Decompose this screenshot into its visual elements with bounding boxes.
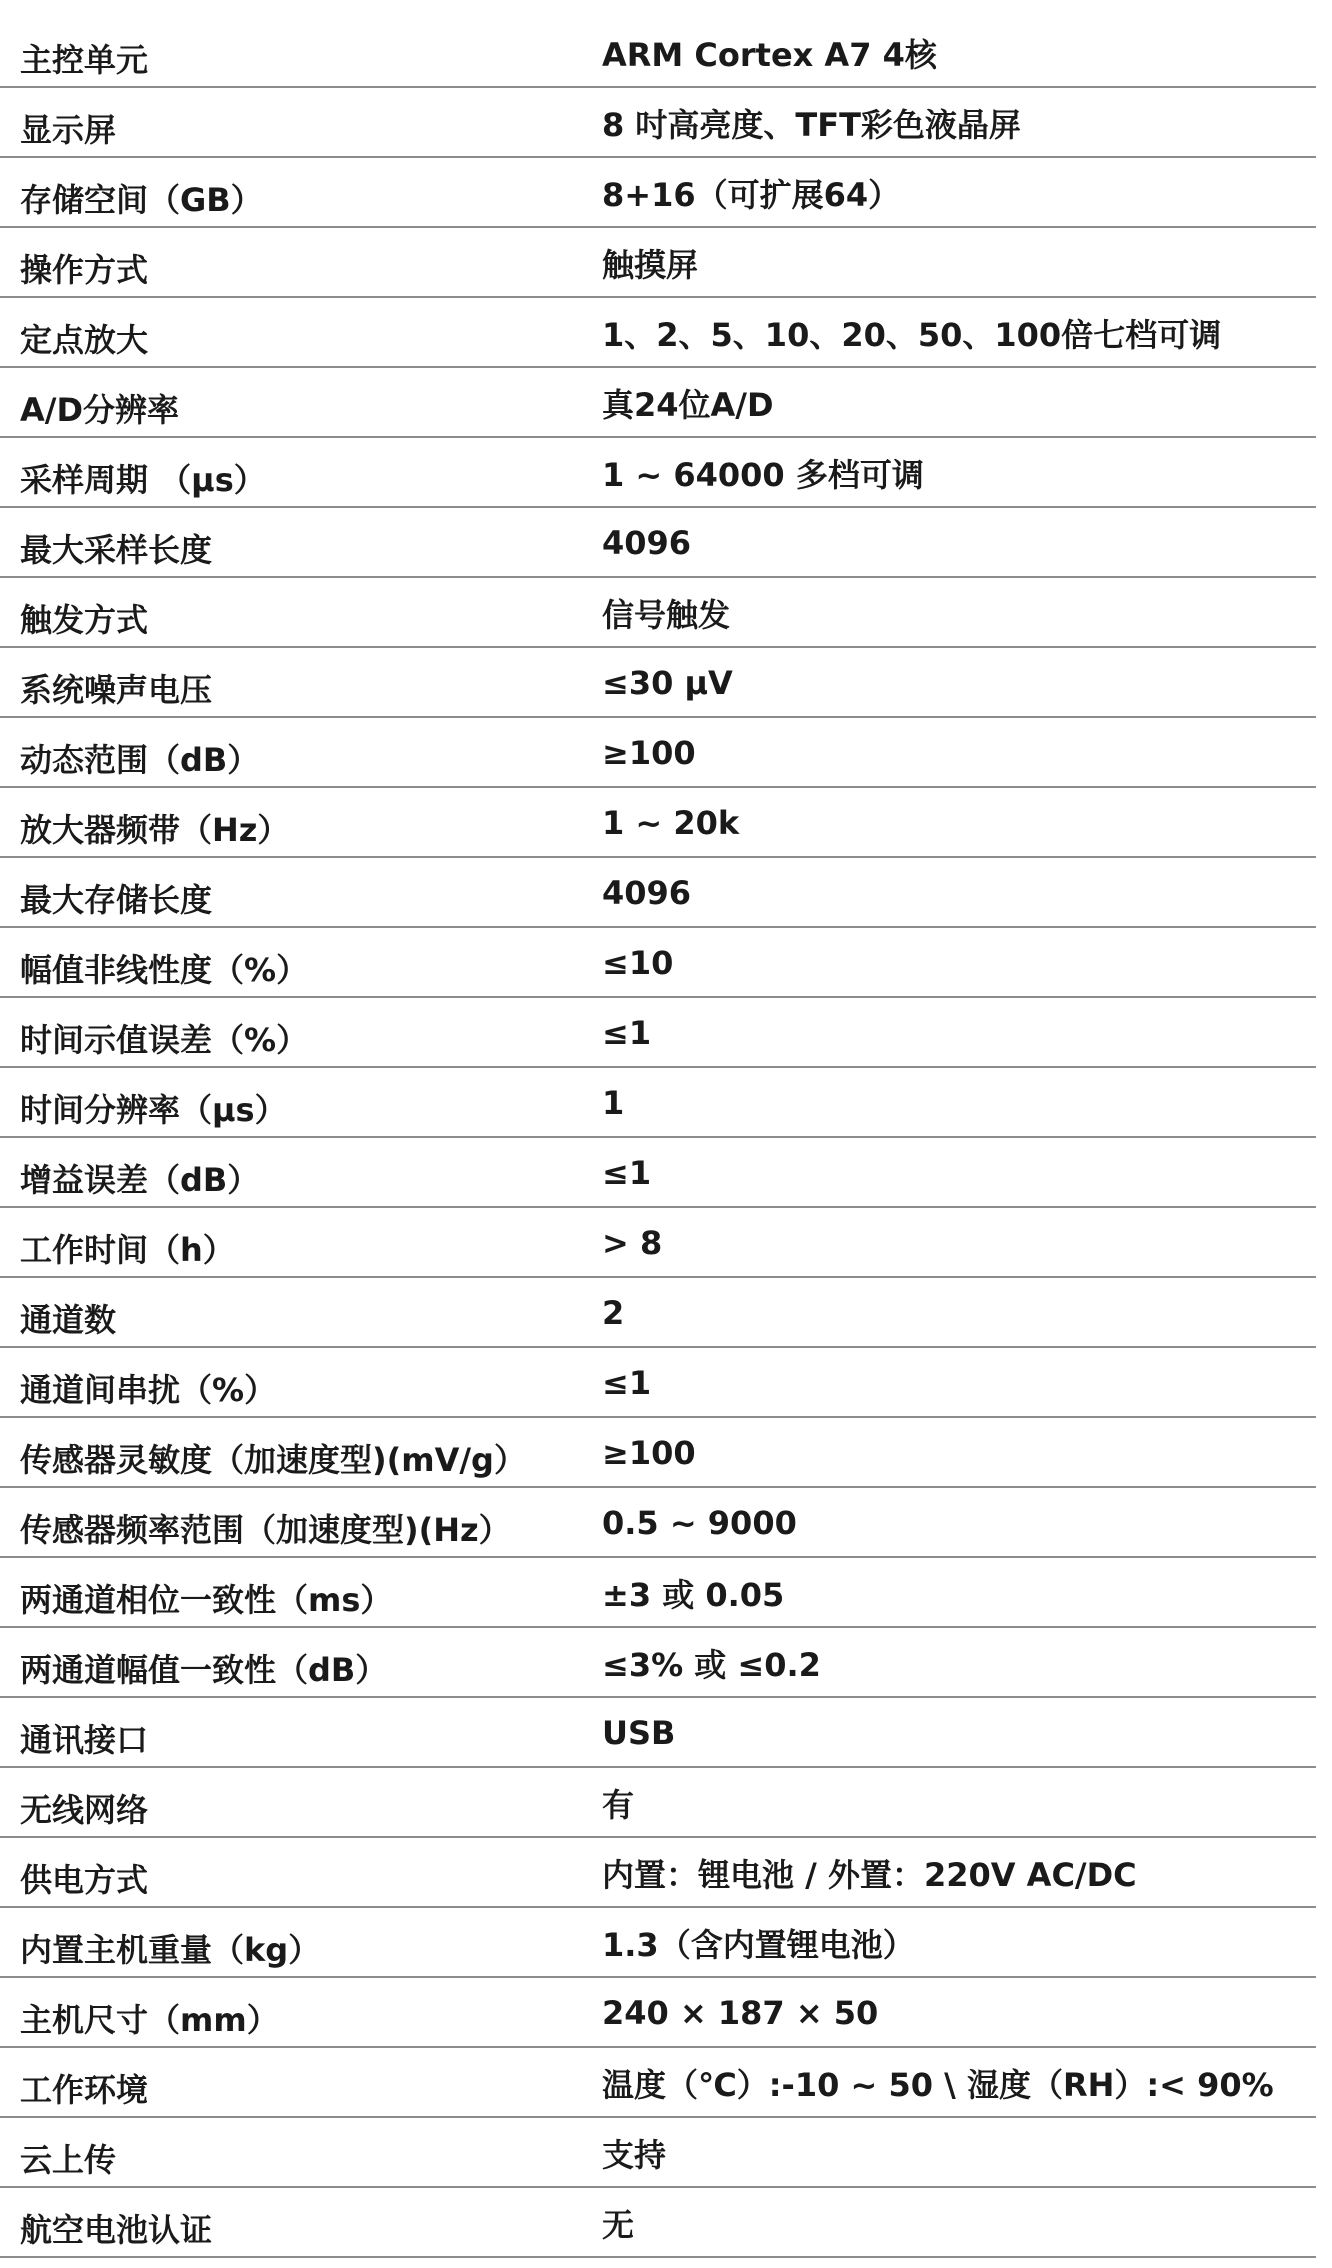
- spec-label: 供电方式: [20, 1861, 149, 1899]
- spec-value: 4096: [602, 874, 692, 912]
- spec-label: 采样周期 （μs）: [20, 461, 266, 499]
- spec-row-weight: [0, 1908, 1316, 1978]
- spec-value: USB: [602, 1714, 676, 1752]
- spec-label: 两通道幅值一致性（dB）: [20, 1651, 388, 1689]
- spec-label: 时间示值误差（%）: [20, 1021, 309, 1059]
- spec-row-display: [0, 88, 1316, 158]
- spec-label: 通道间串扰（%）: [20, 1371, 277, 1409]
- spec-value: ≤10: [602, 944, 674, 982]
- spec-value: 4096: [602, 524, 692, 562]
- spec-row-max-sample-length: [0, 508, 1316, 578]
- spec-row-max-storage-length: [0, 858, 1316, 928]
- spec-value: 8 吋高亮度、TFT彩色液晶屏: [602, 106, 1021, 144]
- spec-label: 主机尺寸（mm）: [20, 2001, 279, 2039]
- spec-value: ≥100: [602, 734, 696, 772]
- spec-value: > 8: [602, 1224, 663, 1262]
- spec-row-amp-bandwidth: [0, 788, 1316, 858]
- spec-label: 传感器灵敏度（加速度型)(mV/g）: [20, 1441, 526, 1479]
- spec-row-sensor-sensitivity: [0, 1418, 1316, 1488]
- spec-value: 8+16（可扩展64）: [602, 176, 901, 214]
- spec-label: 最大采样长度: [20, 531, 213, 569]
- spec-value: 1: [602, 1084, 625, 1122]
- spec-row-dimensions: [0, 1978, 1316, 2048]
- spec-label: 触发方式: [20, 601, 149, 639]
- spec-row-power: [0, 1838, 1316, 1908]
- spec-row-noise-voltage: [0, 648, 1316, 718]
- spec-value: 1、2、5、10、20、50、100倍七档可调: [602, 316, 1222, 354]
- spec-label: 系统噪声电压: [20, 671, 213, 709]
- spec-row-main-control: [0, 18, 1316, 88]
- spec-value: ARM Cortex A7 4核: [602, 36, 937, 74]
- spec-value: 1.3（含内置锂电池）: [602, 1926, 915, 1964]
- spec-value: ≤1: [602, 1014, 652, 1052]
- spec-value: 2: [602, 1294, 625, 1332]
- spec-value: 支持: [602, 2136, 667, 2174]
- spec-row-battery-certification: [0, 2188, 1316, 2258]
- spec-row-trigger: [0, 578, 1316, 648]
- spec-label: 通道数: [20, 1301, 117, 1339]
- spec-value: 信号触发: [602, 596, 731, 634]
- spec-label: 显示屏: [20, 111, 117, 149]
- spec-label: 通讯接口: [20, 1721, 149, 1759]
- spec-label: 传感器频率范围（加速度型)(Hz）: [20, 1511, 511, 1549]
- spec-value: 1 ~ 20k: [602, 804, 740, 842]
- spec-value: 有: [602, 1786, 635, 1824]
- spec-label: 无线网络: [20, 1791, 149, 1829]
- spec-value: ≤30 μV: [602, 664, 733, 702]
- spec-row-environment: [0, 2048, 1316, 2118]
- spec-row-phase-consistency: [0, 1558, 1316, 1628]
- spec-label: 动态范围（dB）: [20, 741, 260, 779]
- spec-row-operation: [0, 228, 1316, 298]
- spec-row-channels: [0, 1278, 1316, 1348]
- spec-row-time-resolution: [0, 1068, 1316, 1138]
- spec-value: 触摸屏: [602, 246, 699, 284]
- spec-label: 云上传: [20, 2141, 117, 2179]
- spec-label: 工作环境: [20, 2071, 149, 2109]
- spec-row-sensor-frequency: [0, 1488, 1316, 1558]
- spec-value: 1 ~ 64000 多档可调: [602, 456, 924, 494]
- spec-value: ≥100: [602, 1434, 696, 1472]
- spec-label: 两通道相位一致性（ms）: [20, 1581, 393, 1619]
- spec-row-work-time: [0, 1208, 1316, 1278]
- spec-row-wireless: [0, 1768, 1316, 1838]
- spec-row-interface: [0, 1698, 1316, 1768]
- spec-row-crosstalk: [0, 1348, 1316, 1418]
- spec-value: 240 × 187 × 50: [602, 1994, 879, 2032]
- spec-row-storage: [0, 158, 1316, 228]
- spec-value: 内置：锂电池 / 外置：220V AC/DC: [602, 1856, 1137, 1894]
- spec-value: 无: [602, 2206, 635, 2244]
- spec-label: 幅值非线性度（%）: [20, 951, 309, 989]
- spec-label: 工作时间（h）: [20, 1231, 235, 1269]
- spec-label: 放大器频带（Hz）: [20, 811, 290, 849]
- spec-value: ≤3% 或 ≤0.2: [602, 1646, 821, 1684]
- spec-label: A/D分辨率: [20, 391, 180, 429]
- spec-row-zoom: [0, 298, 1316, 368]
- spec-row-sample-period: [0, 438, 1316, 508]
- spec-row-amplitude-consistency: [0, 1628, 1316, 1698]
- spec-label: 航空电池认证: [20, 2211, 213, 2249]
- spec-row-dynamic-range: [0, 718, 1316, 788]
- spec-label: 时间分辨率（μs）: [20, 1091, 287, 1129]
- spec-value: ≤1: [602, 1154, 652, 1192]
- spec-label: 操作方式: [20, 251, 149, 289]
- spec-value: 温度（℃）:-10 ~ 50 \ 湿度（RH）:< 90%: [602, 2066, 1274, 2104]
- spec-label: 增益误差（dB）: [20, 1161, 260, 1199]
- spec-value: 0.5 ~ 9000: [602, 1504, 797, 1542]
- spec-row-cloud-upload: [0, 2118, 1316, 2188]
- spec-row-time-error: [0, 998, 1316, 1068]
- spec-value: ≤1: [602, 1364, 652, 1402]
- spec-value: 真24位A/D: [602, 386, 774, 424]
- spec-label: 内置主机重量（kg）: [20, 1931, 321, 1969]
- spec-row-amplitude-nonlinearity: [0, 928, 1316, 998]
- spec-label: 定点放大: [20, 321, 149, 359]
- spec-value: ±3 或 0.05: [602, 1576, 785, 1614]
- spec-label: 主控单元: [20, 41, 149, 79]
- spec-label: 存储空间（GB）: [20, 181, 263, 219]
- spec-row-gain-error: [0, 1138, 1316, 1208]
- spec-label: 最大存储长度: [20, 881, 213, 919]
- spec-row-ad-resolution: [0, 368, 1316, 438]
